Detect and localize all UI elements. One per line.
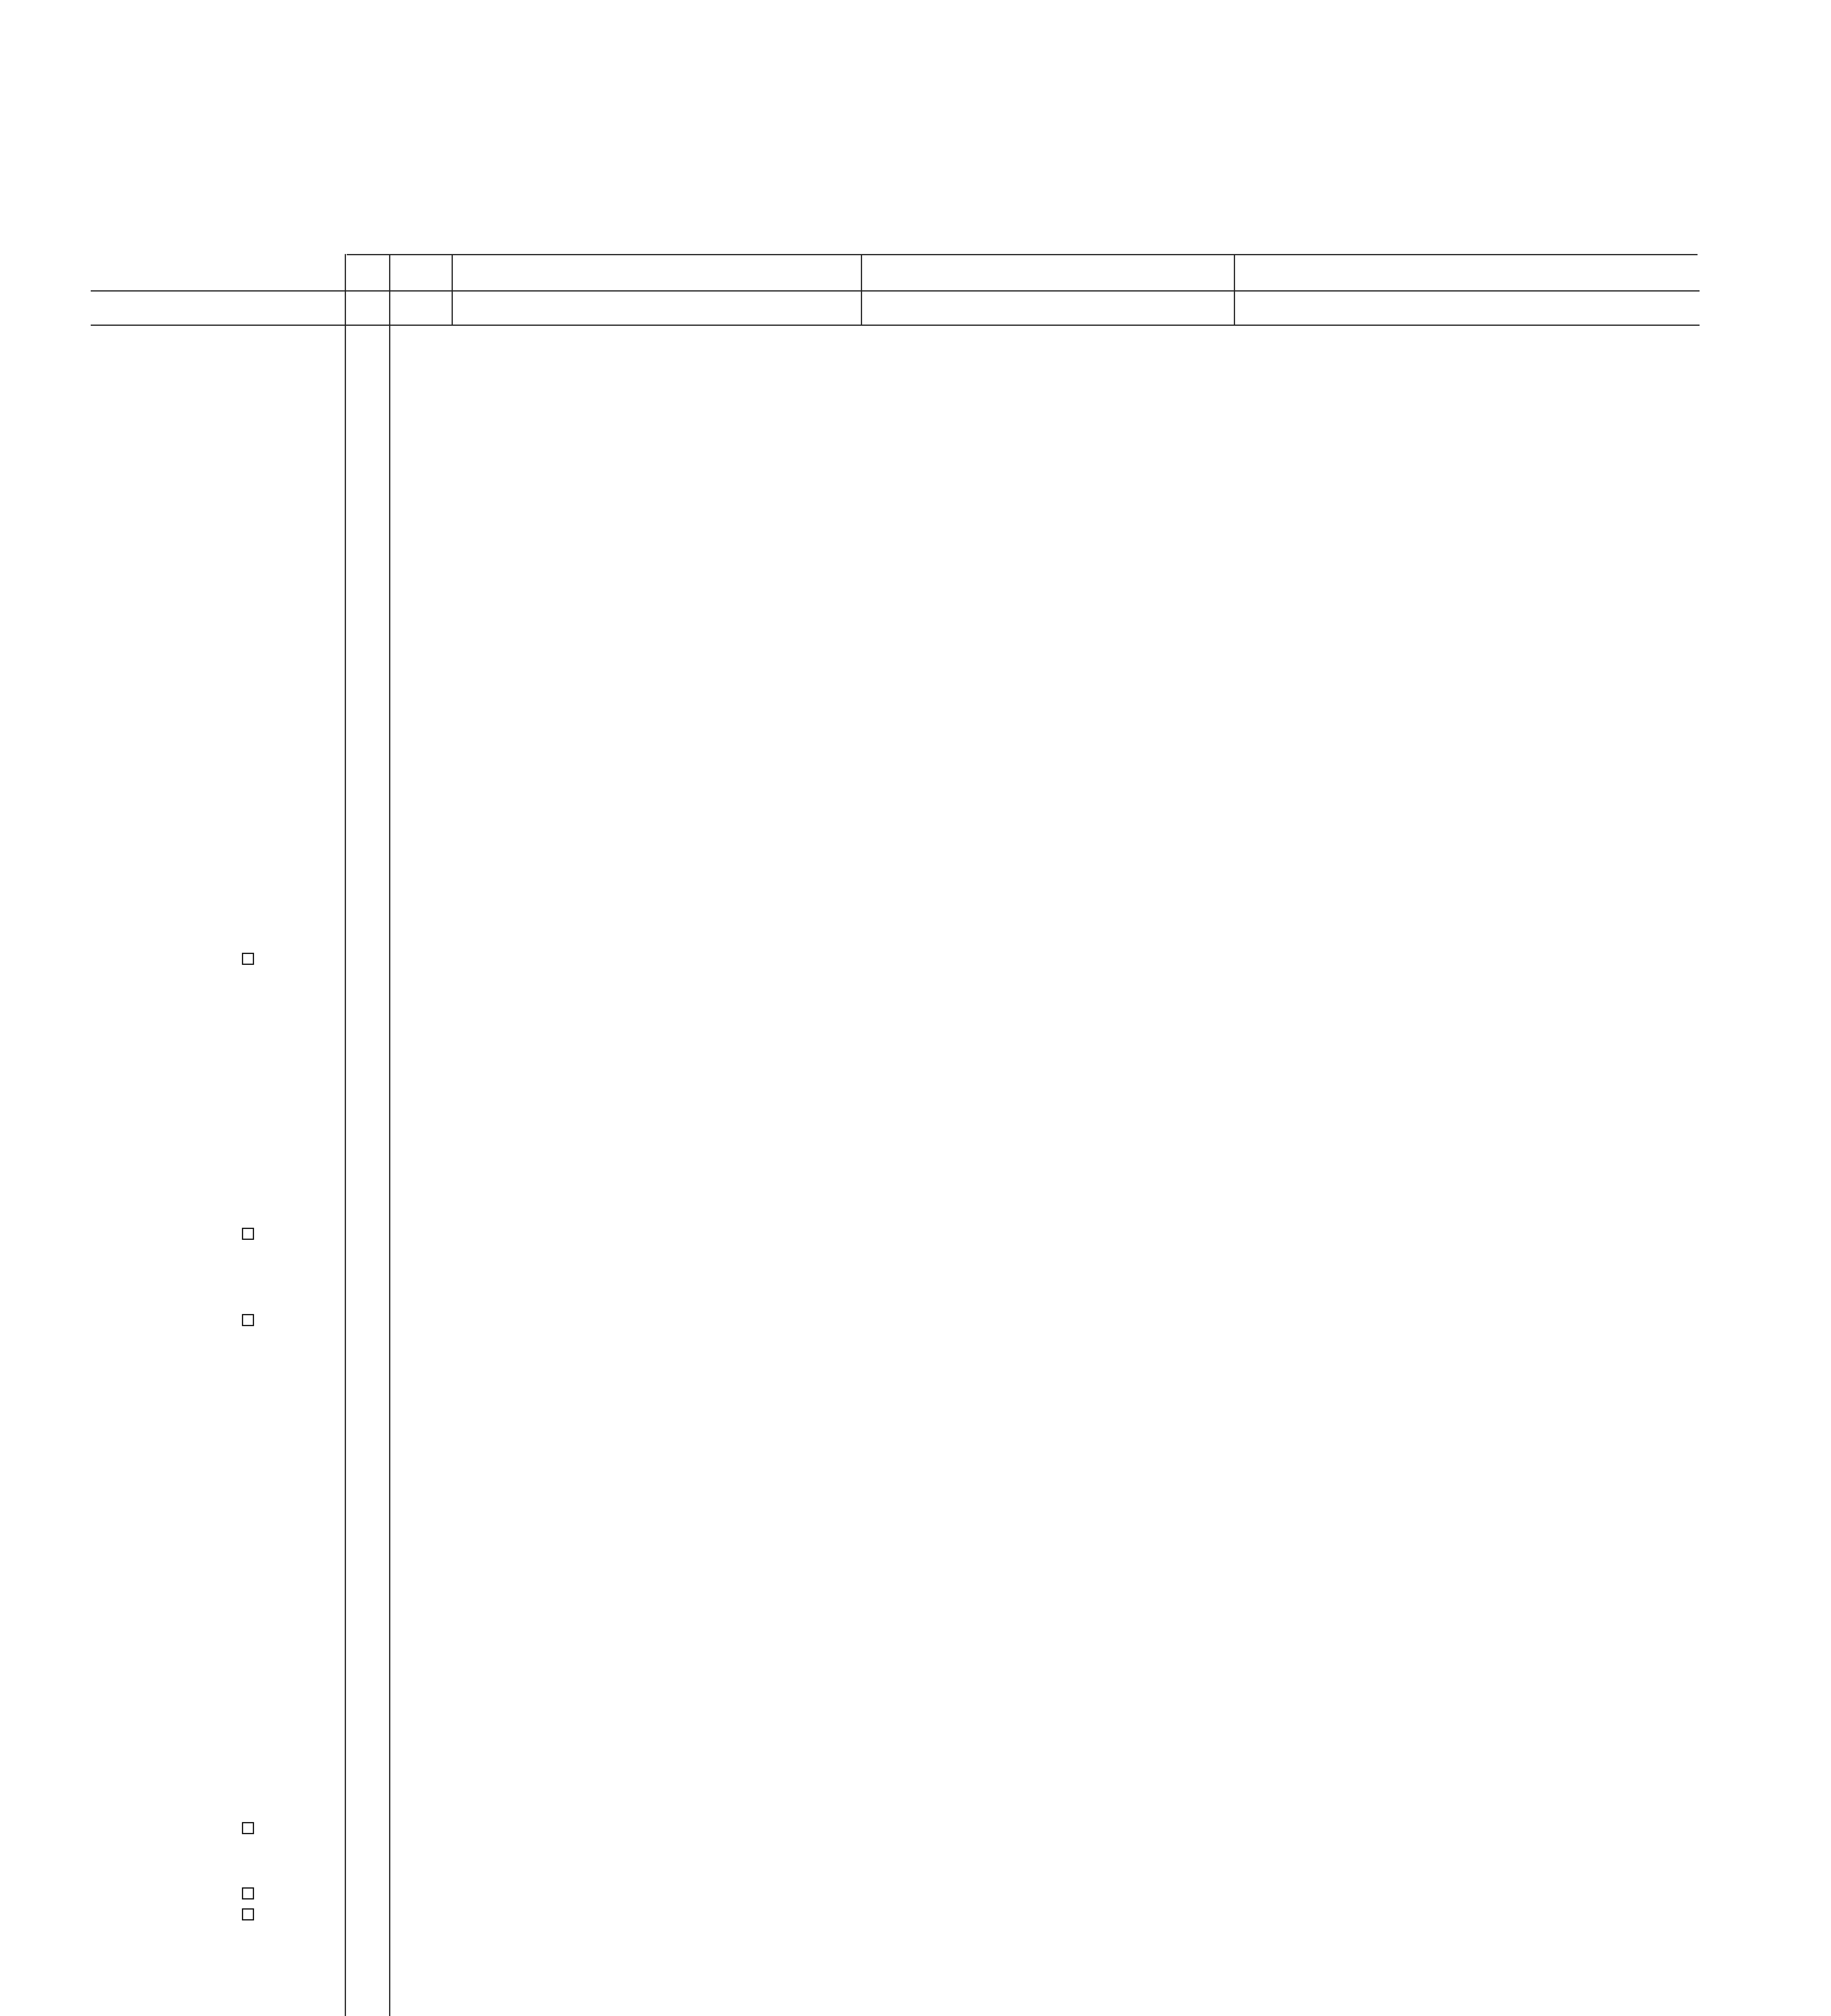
rule-v-iii: [452, 254, 453, 325]
empty-square-icon: [242, 953, 254, 965]
rule-header-bottom: [91, 325, 1700, 326]
empty-square-icon: [242, 1822, 254, 1834]
rule-v-station: [345, 254, 346, 2016]
rule-top: [347, 254, 1276, 255]
empty-square-icon: [242, 1314, 254, 1326]
rule-v-21: [861, 254, 862, 325]
empty-square-icon: [242, 1908, 254, 1920]
rule-v-hoehe: [389, 254, 390, 2016]
rule-mid: [91, 290, 1700, 292]
empty-square-icon: [242, 1228, 254, 1240]
empty-square-icon: [242, 1887, 254, 1899]
rule-v-right: [1234, 254, 1235, 325]
rule-top-right: [1230, 254, 1698, 255]
